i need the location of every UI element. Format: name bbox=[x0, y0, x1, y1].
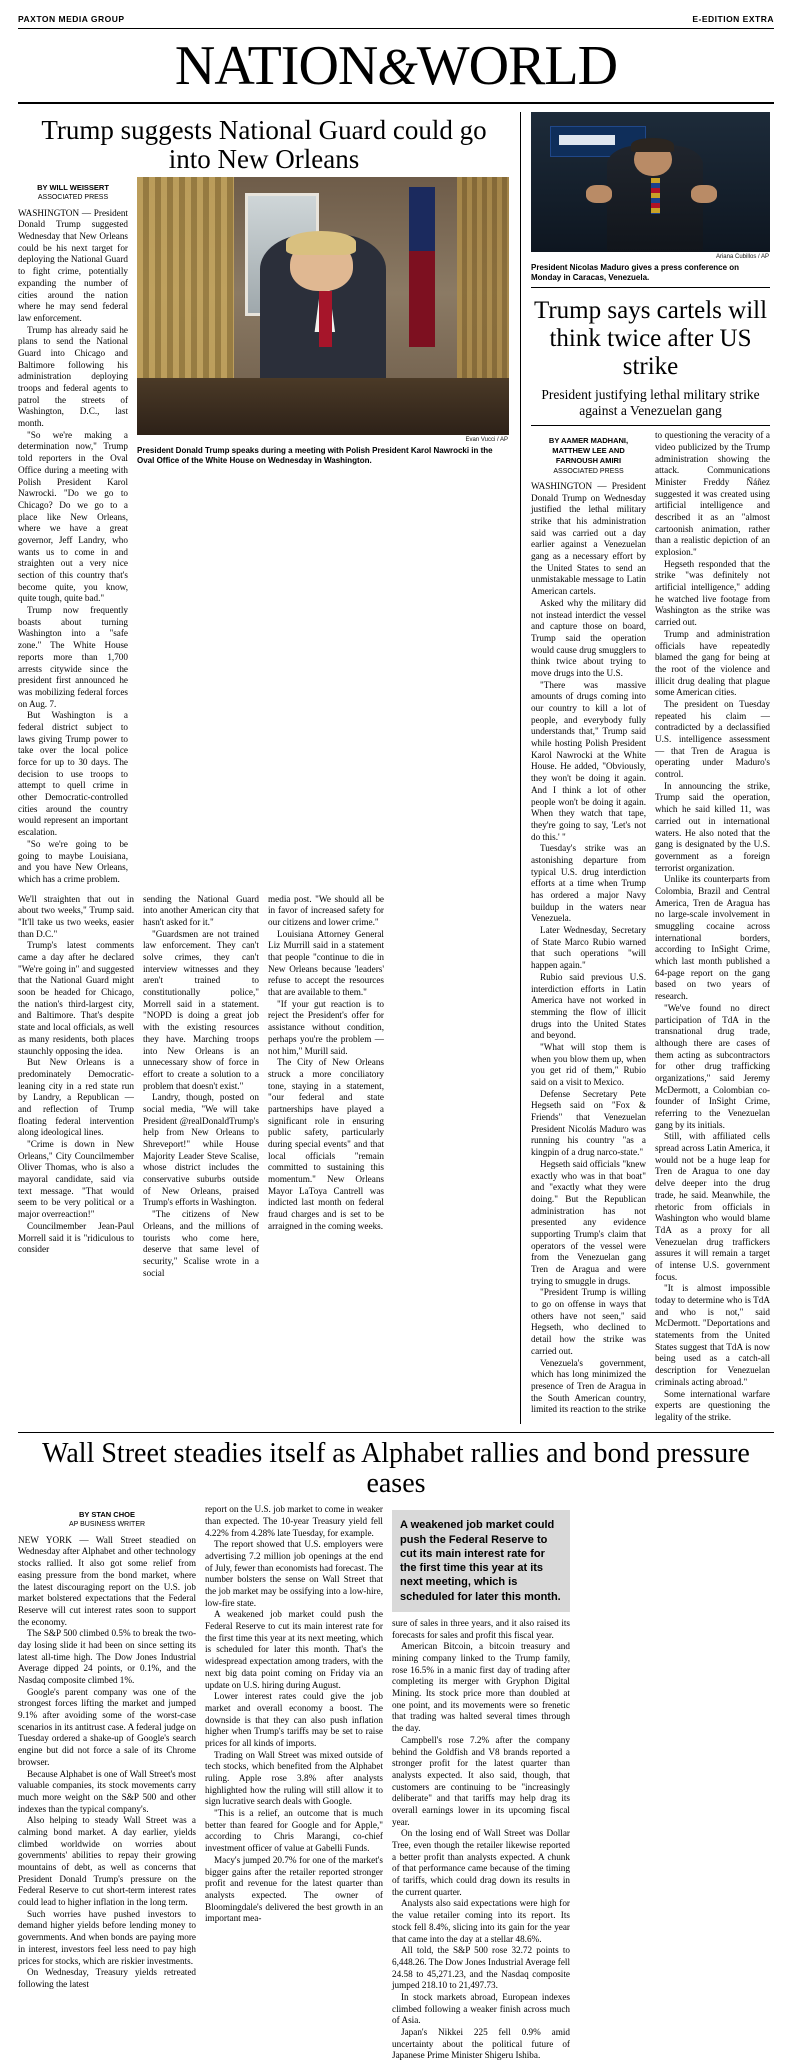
lead-photo-credit: Evan Vucci / AP bbox=[465, 437, 508, 444]
secondary-deck: President justifying lethal military strike against a Venezuelan gang bbox=[541, 386, 760, 418]
business-col1: BY STAN CHOE AP BUSINESS WRITER NEW YORK — Wall Street steadied on Wednesday after Alphabet and other technology stocks rallied. It also got some relief from easing pressure from the bond market, where the latest discouraging report on the U.S. job market bolstered expectations that the Federal Reserve will cut interest rates soon to support the economy. The S&P 500 climbed 0.5% to break the two-day losing slide it had been on since setting its latest all-time high. The Dow Jones Industrial Average dipped 24 points, or 0.1%, and the Nasdaq composite climbed 1%. Google's parent company was one of the strongest forces lifting the market and jumped 9.1% after avoiding some of the worst-case scenarios in its antitrust case. A federal judge on Tuesday ordered a shake-up of Google's search engine but did not force a sale of its Chrome browser. Because Alphabet is one of Wall Street's most valuable companies, its stock movements carry much more weight on the S&P 500 and other indexes than the typical company's. Also helping to steady Wall Street was a calming bond market. A day earlier, yields climbed worldwide on worries about governments' abilities to repay their growing mountains of debt, as well as concerns that President Donald Trump's pressure on the Federal Reserve to cut short-term interest rates could lead to higher inflation in the long term. Such worries have pushed investors to demand higher yields before lending money to governments. And when bonds are paying more in interest, investors feel less need to pay high prices for stocks, which are riskier investments. On Wednesday, Treasury yields retreated following the latest bbox=[18, 1510, 196, 1989]
edition-label: E-EDITION EXTRA bbox=[692, 14, 774, 24]
lead-body-col2: We'll straighten that out in about two weeks," Trump said. "It'll take us two weeks, easier than D.C." Trump's latest comments came a day after he declared "We're going in" and suggested that the National Guard might soon be headed for Chicago, the nation's third-largest city, and Baltimore. That's despite state and local officials, as well as many residents, both places staunchly opposing the idea. But New Orleans is a predominately Democratic-leaning city in a red state run by Landry, a Republican — and reflection of Trump floating federal intervention along ideological lines. "Crime is down in New Orleans," City Councilmember Oliver Thomas, who is also a mayoral candidate, said via text message. "That would seem to be very political or a major overreaction!" Councilmember Jean-Paul Morrell said it is "ridiculous to consider bbox=[18, 893, 134, 1255]
nameplate-right: WORLD bbox=[416, 35, 618, 97]
lead-story bbox=[18, 112, 510, 1424]
business-byline-source: AP BUSINESS WRITER bbox=[68, 1521, 146, 1529]
secondary-byline-name: BY AAMER MADHANI, MATTHEW LEE AND FARNOUSH AMIRI bbox=[548, 436, 629, 466]
pull-quote: A weakened job market could push the Federal Reserve to cut its main interest rate for the first time this year at its next meeting, which is scheduled for later this month. bbox=[392, 1510, 570, 1612]
page-title bbox=[18, 29, 774, 102]
top-section bbox=[18, 112, 774, 1424]
maduro-press-conference-photo bbox=[531, 112, 770, 252]
masthead-bar bbox=[18, 14, 774, 28]
secondary-body: BY AAMER MADHANI, MATTHEW LEE AND FARNOUSH AMIRI ASSOCIATED PRESS WASHINGTON — President Donald Trump on Wednesday justified the lethal military strike that his administration said was carried out a day earlier against a Venezuelan gang as a necessary effort by the United States to send an unmistakable message to Latin American cartels. Asked why the military did not instead interdict the vessel and capture those on board, Trump said the operation would cause drug smugglers to think twice about trying to move drugs into the U.S. "There was massive amounts of drugs coming into our country to kill a lot of people, and everybody fully understands that," Trump said while hosting Polish President Karol Nawrocki at the White House. He added, "Obviously, they won't be doing it again. And I think a lot of other people won't be doing it again. When they watch that tape, they're going to say, 'Let's not do this.' " Tuesday's strike was an astonishing departure from typical U.S. drug interdiction efforts at a time when Trump has ordered a major Navy buildup in the waters near Venezuela. Later Wednesday, Secretary of State Marco Rubio warned that such operations "will happen again." Rubio said previous U.S. interdiction efforts in Latin America have not worked in stemming the flow of illicit drugs into the United States and beyond. "What will stop them is when you blow them up, when you get rid of them," Rubio said on a visit to Mexico. Defense Secretary Pete Hegseth said on "Fox & Friends" that Venezuelan President Nicolás Maduro was running his country "as a kingpin of a drug narco-state." Hegseth said officials "knew exactly who was in that boat" and "exactly what they were doing." But the Republican administration has not presented any evidence supporting Trump's claim that operators of the vessel were from the Venezuelan gang Tren de Aragua and were trying to smuggle in drugs. "President Trump is willing to go on offense in ways that others have not seen," said Hegseth, who declined to detail how the strike was carried out. Venezuela's government, which has long minimized the presence of Tren de Aragua in the South American country, limited its reaction to the strike to questioning the veracity of a video publicized by the Trump administration showing the attack. Communications Minister Freddy Ñáñez suggested it was created using artificial intelligence and described it as an "almost cartoonish animation, rather than a realistic depiction of an explosion." Hegseth responded that the strike "was definitely not artificial intelligence," adding he watched live footage from Washington as the strike was carried out. Trump and administration officials have repeatedly blamed the gang for being at the root of the violence and illicit drug dealing that plague some American cities. The president on Tuesday repeated his claim — contradicted by a declassified U.S. intelligence assessment — that Tren de Aragua is operating under Maduro's control. In announcing the strike, Trump said the operation, which he said killed 11, was carried out in international waters. He also noted that the gang is designated by the U.S. government as a foreign terrorist organization. Unlike its counterparts from Colombia, Brazil and Central America, Tren de Aragua has no large-scale involvement in smuggling cocaine across international borders, according to InSight Crime, which last month published a 64-page report on the gang based on two years of research. "We've found no direct participation of TdA in the transnational drug trade, although there are cases of them acting as subcontractors for other drug trafficking organizations," said Jeremy McDermott, a Colombian co-founder of InSight Crime, referring to the Venezuelan gang by its initials. Still, with affiliated cells spread across Latin America, it would not be a huge leap for Tren de Aragua to one day delve deeper into the drug trade, he said. Meanwhile, the rhetoric from officials in Washington who would blame TdA as a proxy for all Venezuelan drug traffickers assures it will remain a target of intense U.S. government focus. "It is almost impossible today to determine who is TdA and who is not," said McDermott. "Deportations and statements from the United States suggest that TdA is now being used as a catch-all description for Venezuelan criminals acting abroad." Some international warfare experts are questioning the legality of the strike. bbox=[531, 430, 770, 1422]
secondary-byline-source: ASSOCIATED PRESS bbox=[553, 467, 624, 475]
publisher-name: PAXTON MEDIA GROUP bbox=[18, 14, 125, 24]
business-col2: report on the U.S. job market to come in weaker than expected. The 10-year Treasury yield fell 4.22% from 4.28% late Tuesday, for example. The report showed that U.S. employers were advertising 7.2 million job openings at the end of July, fewer than economists had forecast. The number bolsters the sense on Wall Street that the job market may be ossifying into a low-hire, low-fire state. A weakened job market could push the Federal Reserve to cut its main interest rate for the first time this year at its next meeting, which is scheduled for later this month. That's the widespread expectation among traders, with the next big data point coming on Friday via an update on U.S. hiring during August. Lower interest rates could give the job market and overall economy a boost. The downside is that they can also push inflation higher when Trump's tariffs may be set to raise prices for all kinds of imports. Trading on Wall Street was mixed outside of tech stocks, which benefited from the Alphabet ruling. Apple rose 3.8% after analysts highlighted how the ruling will still allow it to sign lucrative search deals with Google. "This is a relief, an outcome that is much better than feared for Google and for Apple," according to Chris Marangi, co-chief investment officer of value at Gabelli Funds. Macy's jumped 20.7% for one of the market's bigger gains after the retailer reported stronger profit and revenue for the latest quarter than analysts expected. The owner of Bloomingdale's delivered the best growth in an important mea- bbox=[205, 1504, 383, 1924]
lead-body-columns bbox=[18, 894, 510, 1280]
lead-byline-source: ASSOCIATED PRESS bbox=[37, 194, 109, 202]
lead-photo-caption: President Donald Trump speaks during a meeting with Polish President Karol Nawrocki in the Oval Office of the White House on Wednesday in Washington. bbox=[137, 446, 493, 466]
business-col3: A weakened job market could push the Federal Reserve to cut its main interest rate for the first time this year at its next meeting, which is scheduled for later this month. sure of sales in three years, and it also raised its forecasts for sales and profit this fiscal year. American Bitcoin, a bitcoin treasury and mining company linked to the Trump family, rose 16.5% in a manic first day of trading after completing its merger with Gryphon Digital Mining. Its stock price more than doubled at one point, and its movements were so frenetic that trading was halted several times through the day. Campbell's rose 7.2% after the company behind the Goldfish and V8 brands reported a stronger profit for the latest quarter than analysts expected. It also said, though, that customers are continuing to be "increasingly deliberate" and that tariffs may help drag its overall earnings lower in its upcoming fiscal year. On the losing end of Wall Street was Dollar Tree, even though the retailer likewise reported a better profit than analysts expected. A chunk of that performance came because of the timing of tariffs, which could drag down its results in the current quarter. Analysts also said expectations were high for the value retailer coming into its report. Its stock fell 8.4%, slicing into its gain for the year that came into the day at a stellar 48.6%. All told, the S&P 500 rose 32.72 points to 6,448.26. The Dow Jones Industrial Average fell 24.58 to 45,271.23, and the Nasdaq composite jumped 218.10 to 21,497.73. In stock markets abroad, European indexes climbed following a weaker finish across much of Asia. Japan's Nikkei 225 fell 0.9% amid uncertainty about the political future of Japanese Prime Minister Shigeru Ishiba. bbox=[392, 1504, 570, 2062]
secondary-divider bbox=[531, 287, 770, 288]
lead-body-col5 bbox=[393, 894, 509, 1280]
nameplate-left: NATION bbox=[174, 35, 378, 97]
secondary-story bbox=[520, 112, 770, 1424]
lead-headline: Trump suggests National Guard could go into New Orleans bbox=[41, 114, 487, 175]
lead-byline-name: BY WILL WEISSERT bbox=[37, 183, 109, 193]
masthead-rule-bottom bbox=[18, 102, 774, 104]
secondary-photo-credit: Ariana Cubillos / AP bbox=[715, 253, 769, 260]
lead-body-col4: media post. "We should all be in favor of increased safety for our citizens and lower crime." Louisiana Attorney General Liz Murrill said in a statement that people "continue to die in New Orleans because 'leaders' refuse to accept the resources that are available to them." "If your gut reaction is to reject the President's offer for assistance without condition, perhaps you're the problem — not him," Murill said. The City of New Orleans struck a more conciliatory tone, staying in a statement, "our federal and state partnerships have played a significant role in ensuring public safety, particularly during special events" and that local officials "remain committed to sustaining this momentum." New Orleans Mayor LaToya Cantrell was indicted last month on federal fraud charges and is set to be arraigned in the coming weeks. bbox=[268, 893, 384, 1231]
lead-col-1 bbox=[18, 177, 128, 885]
business-byline-name: BY STAN CHOE bbox=[79, 1510, 135, 1520]
nameplate-ampersand: & bbox=[377, 39, 417, 96]
lead-body-col3: sending the National Guard into another American city that hasn't asked for it." "Guardsmen are not trained law enforcement. They can't solve crimes, they can't interview witnesses and they aren't trained to constitutionally police," Morrell said in a statement. "NOPD is doing a great job with the existing resources they have. Marching troops into New Orleans is an unnecessary show of force in effort to create a solution to a problem that doesn't exist." Landry, though, posted on social media, "We will take President @realDonaldTrump's help from New Orleans to Shreveport!" while House Majority Leader Steve Scalise, whose district includes the conservative suburbs outside of New Orleans, praised Trump's efforts in Washington. "The citizens of New Orleans, and the millions of tourists who come here, deserve that same level of security," Scalise wrote in a social bbox=[143, 893, 259, 1278]
secondary-byline bbox=[531, 436, 646, 476]
secondary-headline: Trump says cartels will think twice after US strike bbox=[533, 296, 768, 380]
lead-body-col1: WASHINGTON — President Donald Trump suggested Wednesday that New Orleans could be his next target for deploying the National Guard to fight crime, potentially expanding the number of cities around the nation where he may send federal law enforcement. Trump has already said he plans to send the National Guard into Chicago and Baltimore following his administration deploying troops and federal agents to patrol the streets of Washington, D.C., last month. "So we're making a determination now," Trump told reporters in the Oval Office during a meeting with Polish President Karol Nawrocki. "Do we go to Chicago? Do we go to a place like New Orleans, where we have a great governor, Jeff Landry, who wants us to come in and straighten out a very nice section of this country that's become quite, you know, quite tough, quite bad." Trump now frequently boasts about turning Washington into a "safe zone." The White House reports more than 1,700 arrests citywide since the president first announced he was mobilizing federal forces on Aug. 7. But Washington is a federal district subject to laws giving Trump power to take over the local police force for up to 30 days. The decision to use troops to attempt to quell crime in other Democratic-controlled cities around the country would represent an important escalation. "So we're going to be going to maybe Louisiana, and you have New Orleans, which has a crime problem. bbox=[18, 207, 128, 884]
lead-byline bbox=[18, 183, 128, 203]
lead-photo-block bbox=[137, 177, 509, 885]
trump-oval-office-photo bbox=[137, 177, 509, 435]
business-byline bbox=[18, 1510, 196, 1530]
secondary-photo-caption: President Nicolas Maduro gives a press conference on Monday in Caracas, Venezuela. bbox=[531, 262, 740, 282]
business-columns bbox=[18, 1504, 774, 2062]
business-rule bbox=[18, 1432, 774, 1433]
business-col4 bbox=[579, 1504, 757, 2062]
secondary-divider-2 bbox=[531, 425, 770, 426]
business-headline: Wall Street steadies itself as Alphabet rallies and bond pressure eases bbox=[42, 1437, 750, 1500]
business-story bbox=[18, 1432, 774, 2062]
